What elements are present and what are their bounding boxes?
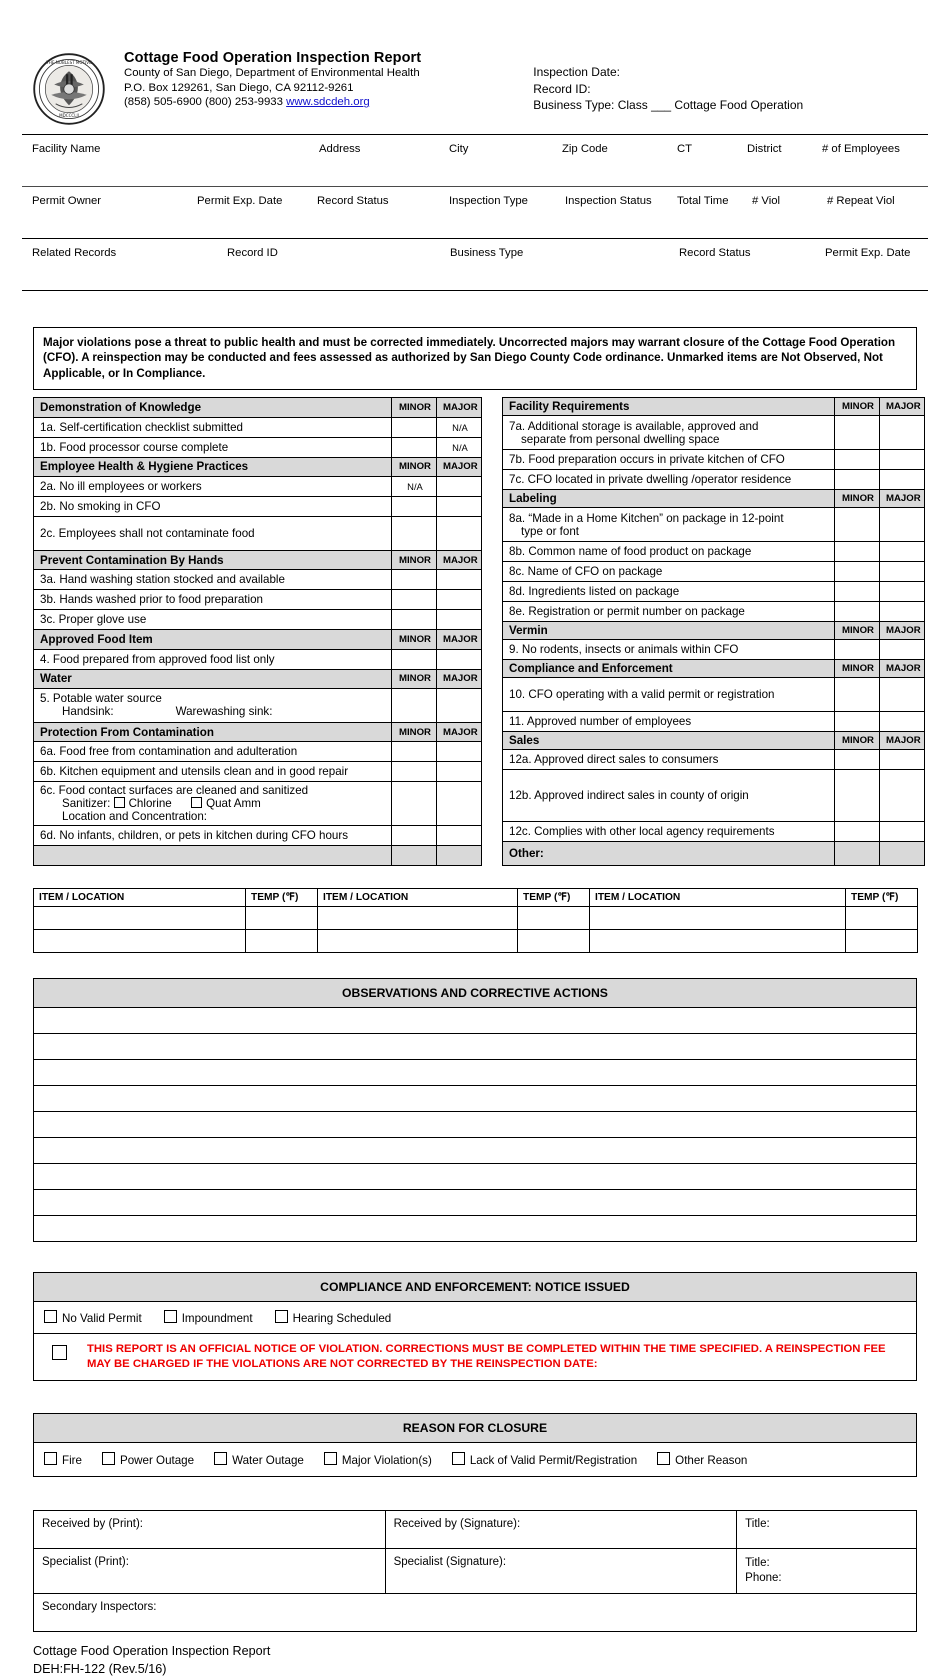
minor-checkbox-cell[interactable]: [835, 678, 880, 712]
temp-column-header: ITEM / LOCATION: [318, 889, 518, 907]
warewashing-sink-label[interactable]: Warewashing sink:: [175, 705, 273, 719]
checklist-item-continuation: type or font: [521, 524, 580, 538]
checklist-section-header: [503, 622, 925, 640]
checklist-item-row: [503, 602, 925, 622]
checklist-item-row: [34, 782, 482, 826]
checklist-section-header: [34, 457, 482, 476]
minor-checkbox-cell[interactable]: [835, 562, 880, 582]
field-label: Address: [319, 143, 361, 155]
notice-checkbox[interactable]: [275, 1310, 288, 1323]
checklist-item-label: 3c. Proper glove use: [34, 610, 392, 630]
checklist-item-label: 2b. No smoking in CFO: [34, 496, 392, 516]
major-checkbox-cell[interactable]: [880, 470, 925, 490]
field-row-2: [22, 187, 928, 230]
chlorine-checkbox[interactable]: [114, 797, 125, 808]
field-label: City: [449, 143, 469, 155]
violation-notice-text: THIS REPORT IS AN OFFICIAL NOTICE OF VIOLATION. CORRECTIONS MUST BE COMPLETED WITHIN THE TIME SPECIFIED. A REINSPECTION FEE MAY BE CHARGED IF THE VIOLATIONS ARE NOT CORRECTED BY THE REINSPECTION DATE:: [87, 1343, 886, 1371]
temp-value-input[interactable]: [846, 930, 918, 953]
checklist-item-row: [34, 437, 482, 457]
checklist-item-label: 2a. No ill employees or workers: [34, 476, 392, 496]
checklist-right-column: [502, 397, 925, 866]
temp-value-input[interactable]: [246, 930, 318, 953]
notice-label: No Valid Permit: [62, 1312, 142, 1326]
field-label: Record Status: [317, 195, 389, 207]
notice-option[interactable]: [275, 1312, 392, 1325]
specialist-title-phone-field[interactable]: [737, 1549, 917, 1594]
major-violation-notice: Major violations pose a threat to public health and must be corrected immediately. Uncorrected majors may warrant closure of the Cottage Food Operation (CFO). A reinspection may be conducted and fees assessed as authorized by San Diego County Code ordinance. Unmarked items are Not Observed, Not Applicable, or In Compliance.: [33, 327, 917, 390]
specialist-print-field[interactable]: Specialist (Print):: [34, 1549, 386, 1594]
checklist-item-row: [34, 417, 482, 437]
field-label: Record Status: [679, 247, 751, 259]
temp-item-location-input[interactable]: [318, 930, 518, 953]
specialist-title-label: Title:: [745, 1557, 770, 1570]
major-checkbox-cell[interactable]: [880, 450, 925, 470]
observation-input-row[interactable]: [34, 1112, 917, 1138]
checklist-item-label: 2c. Employees shall not contaminate food: [34, 516, 392, 550]
minor-checkbox-cell[interactable]: [392, 782, 437, 826]
field-label: Record ID: [227, 247, 278, 259]
sanitizer-subfields: [40, 797, 387, 810]
checklist-item-label: 8a. “Made in a Home Kitchen” on package in 12-point type or font: [503, 508, 835, 542]
minor-checkbox-cell[interactable]: [392, 417, 437, 437]
checklist-item-row: [34, 570, 482, 590]
closure-title: REASON FOR CLOSURE: [34, 1414, 917, 1443]
minor-checkbox-cell[interactable]: [835, 416, 880, 450]
received-by-signature-field[interactable]: Received by (Signature):: [385, 1511, 737, 1549]
observation-input-row[interactable]: [34, 1138, 917, 1164]
closure-option[interactable]: [324, 1454, 432, 1467]
temp-item-location-input[interactable]: [318, 907, 518, 930]
minor-column-header: MINOR: [835, 398, 880, 416]
temperature-table: [33, 888, 918, 953]
section-title: Labeling: [503, 490, 835, 508]
field-label: Related Records: [32, 247, 117, 259]
checklist-item-row: [34, 762, 482, 782]
checklist-item-label: 7a. Additional storage is available, approved and separate from personal dwelling space: [503, 416, 835, 450]
major-checkbox-cell[interactable]: [880, 822, 925, 842]
signature-table: [33, 1510, 917, 1632]
temp-value-input[interactable]: [518, 907, 590, 930]
field-label: Permit Owner: [32, 195, 102, 207]
major-checkbox-cell[interactable]: [880, 750, 925, 770]
major-checkbox-cell[interactable]: [437, 688, 482, 722]
svg-text:THE NOBLEST MOTIVE: THE NOBLEST MOTIVE: [46, 59, 92, 65]
section-title: Vermin: [503, 622, 835, 640]
major-column-header: MAJOR: [880, 732, 925, 750]
major-checkbox-cell[interactable]: [880, 562, 925, 582]
closure-checkbox[interactable]: [324, 1452, 337, 1465]
observations-table: [33, 978, 917, 1242]
major-column-header: MAJOR: [880, 660, 925, 678]
footer-cell: [437, 846, 482, 866]
closure-checkbox[interactable]: [214, 1452, 227, 1465]
field-label: District: [747, 143, 782, 155]
field-row-3: [22, 239, 928, 282]
other-label: Other:: [503, 842, 835, 866]
sanitizer-location-label[interactable]: Location and Concentration:: [62, 810, 208, 824]
other-section-row[interactable]: [503, 842, 925, 866]
checklist-item-row: [503, 750, 925, 770]
temp-entry-row: [34, 930, 918, 953]
checklist-item-row: [503, 582, 925, 602]
minor-checkbox-cell[interactable]: [392, 516, 437, 550]
field-label: Business Type: [450, 247, 524, 259]
checklist-footer-row: [34, 846, 482, 866]
checklist-item-label: 8b. Common name of food product on package: [503, 542, 835, 562]
checklist-section-header: [34, 398, 482, 417]
checklist-item-row: [34, 688, 482, 722]
section-title: Compliance and Enforcement: [503, 660, 835, 678]
minor-column-header: MINOR: [835, 660, 880, 678]
checklist-item-row: [34, 649, 482, 669]
major-checkbox-cell[interactable]: [880, 508, 925, 542]
footer-cell: [392, 846, 437, 866]
section-title: Prevent Contamination By Hands: [34, 550, 392, 569]
checklist-item-row: [503, 770, 925, 822]
notice-option[interactable]: [164, 1312, 253, 1325]
checklist-item-row: [34, 610, 482, 630]
field-label: CT: [677, 143, 693, 155]
section-title: Protection From Contamination: [34, 722, 392, 741]
checklist-item-label: 7b. Food preparation occurs in private kitchen of CFO: [503, 450, 835, 470]
field-label: # of Employees: [822, 143, 900, 155]
minor-checkbox-cell[interactable]: [392, 496, 437, 516]
received-by-print-field[interactable]: Received by (Print):: [34, 1511, 386, 1549]
checklist-section-header: [34, 722, 482, 741]
major-checkbox-cell[interactable]: [437, 496, 482, 516]
checklist-left-column: [33, 397, 482, 866]
phone-line: (858) 505-6900 (800) 253-9933: [124, 96, 283, 109]
specialist-phone-label: Phone:: [745, 1572, 782, 1585]
major-checkbox-cell[interactable]: [437, 610, 482, 630]
checklist-item-label: 6d. No infants, children, or pets in kitchen during CFO hours: [34, 826, 392, 846]
major-checkbox-cell[interactable]: [437, 649, 482, 669]
minor-checkbox-cell[interactable]: [835, 640, 880, 660]
quat-amm-label: Quat Amm: [206, 797, 261, 811]
closure-option[interactable]: [102, 1454, 194, 1467]
other-major-cell[interactable]: [880, 842, 925, 866]
closure-label: Water Outage: [232, 1454, 304, 1468]
minor-column-header: MINOR: [392, 457, 437, 476]
checklist-item-label: 8d. Ingredients listed on package: [503, 582, 835, 602]
field-label: Inspection Status: [565, 195, 652, 207]
section-title: Sales: [503, 732, 835, 750]
notice-checkbox[interactable]: [44, 1310, 57, 1323]
major-checkbox-cell[interactable]: [437, 476, 482, 496]
temp-value-input[interactable]: [846, 907, 918, 930]
observation-input-row[interactable]: [34, 1086, 917, 1112]
observations-title: OBSERVATIONS AND CORRECTIVE ACTIONS: [34, 979, 917, 1008]
checklist-item-label: 4. Food prepared from approved food list only: [34, 649, 392, 669]
minor-checkbox-cell[interactable]: [392, 762, 437, 782]
checklist-section-header: [34, 669, 482, 688]
notice-option[interactable]: [44, 1312, 142, 1325]
closure-checkbox[interactable]: [102, 1452, 115, 1465]
observation-input-row[interactable]: [34, 1034, 917, 1060]
checklist-item-label: 6c. Food contact surfaces are cleaned and sanitized Sanitizer: Chlorine Quat Amm Location and Concentration:: [34, 782, 392, 826]
water-source-subfields: [40, 705, 387, 718]
major-checkbox-cell[interactable]: [880, 542, 925, 562]
minor-checkbox-cell[interactable]: [835, 450, 880, 470]
major-checkbox-cell[interactable]: [880, 602, 925, 622]
minor-column-header: MINOR: [835, 622, 880, 640]
closure-checkbox[interactable]: [452, 1452, 465, 1465]
major-column-header: MAJOR: [437, 669, 482, 688]
minor-column-header: MINOR: [392, 669, 437, 688]
compliance-notice-table: [33, 1272, 917, 1381]
minor-checkbox-cell[interactable]: [835, 822, 880, 842]
observation-input-row[interactable]: [34, 1164, 917, 1190]
minor-checkbox-cell[interactable]: [392, 590, 437, 610]
temp-item-location-input[interactable]: [590, 930, 846, 953]
closure-checkbox-row: [34, 1443, 917, 1477]
minor-checkbox-cell[interactable]: [835, 602, 880, 622]
major-checkbox-cell[interactable]: [880, 416, 925, 450]
temp-value-input[interactable]: [246, 907, 318, 930]
notice-label: Hearing Scheduled: [292, 1312, 392, 1326]
major-column-header: MAJOR: [880, 622, 925, 640]
major-column-header: MAJOR: [437, 398, 482, 417]
major-checkbox-cell[interactable]: [437, 762, 482, 782]
inspection-checklist: [33, 397, 921, 866]
checklist-item-label: 7c. CFO located in private dwelling /operator residence: [503, 470, 835, 490]
checklist-item-label: 1b. Food processor course complete: [34, 437, 392, 457]
checklist-item-row: [503, 450, 925, 470]
checklist-item-row: [34, 516, 482, 550]
closure-label: Lack of Valid Permit/Registration: [469, 1454, 638, 1468]
sanitizer-label: Sanitizer:: [62, 797, 114, 811]
secondary-inspectors-field[interactable]: Secondary Inspectors:: [34, 1594, 917, 1632]
minor-column-header: MINOR: [835, 732, 880, 750]
minor-checkbox-cell[interactable]: [392, 649, 437, 669]
chlorine-label: Chlorine: [128, 797, 172, 811]
observation-input-row[interactable]: [34, 1060, 917, 1086]
checklist-item-label: 6a. Food free from contamination and adulteration: [34, 742, 392, 762]
footer-line-2: DEH:FH-122 (Rev.5/16): [33, 1662, 167, 1677]
checklist-item-label: 3b. Hands washed prior to food preparation: [34, 590, 392, 610]
temp-column-header: ITEM / LOCATION: [590, 889, 846, 907]
compliance-checkbox-row: [34, 1302, 917, 1334]
violation-notice-checkbox[interactable]: [52, 1345, 67, 1360]
temp-item-location-input[interactable]: [590, 907, 846, 930]
address-line: P.O. Box 129261, San Diego, CA 92112-9261: [124, 81, 354, 94]
received-title-field[interactable]: Title:: [737, 1511, 917, 1549]
minor-checkbox-cell[interactable]: [835, 508, 880, 542]
observation-input-row[interactable]: [34, 1008, 917, 1034]
temp-item-location-input[interactable]: [34, 907, 246, 930]
compliance-title: COMPLIANCE AND ENFORCEMENT: NOTICE ISSUED: [34, 1273, 917, 1302]
record-id-label: Record ID:: [533, 81, 591, 96]
checklist-section-header: [34, 630, 482, 649]
checklist-item-row: [34, 590, 482, 610]
section-title: Approved Food Item: [34, 630, 392, 649]
checklist-item-continuation: separate from personal dwelling space: [521, 432, 720, 446]
business-type-label: Business Type: Class ___ Cottage Food Operation: [533, 98, 804, 112]
checklist-item-row: [503, 678, 925, 712]
major-checkbox-cell[interactable]: [437, 782, 482, 826]
inspection-date-label: Inspection Date:: [533, 65, 620, 79]
section-title: Water: [34, 669, 392, 688]
svg-text:MDCCCLII: MDCCCLII: [59, 113, 79, 119]
field-label: Zip Code: [562, 143, 608, 155]
field-label: # Repeat Viol: [827, 195, 895, 207]
temp-column-header: ITEM / LOCATION: [34, 889, 246, 907]
major-checkbox-cell[interactable]: [437, 742, 482, 762]
minor-checkbox-cell[interactable]: [835, 470, 880, 490]
report-header: [0, 0, 950, 126]
major-checkbox-cell[interactable]: [880, 582, 925, 602]
minor-checkbox-cell[interactable]: [392, 826, 437, 846]
major-column-header: MAJOR: [437, 630, 482, 649]
temp-column-header: TEMP (℉): [246, 889, 318, 907]
closure-label: Fire: [62, 1454, 82, 1468]
field-label: # Viol: [752, 195, 781, 207]
field-label: Total Time: [677, 195, 729, 207]
specialist-signature-field[interactable]: Specialist (Signature):: [385, 1549, 737, 1594]
closure-option[interactable]: [214, 1454, 304, 1467]
major-checkbox-cell[interactable]: [880, 678, 925, 712]
minor-column-header: MINOR: [392, 630, 437, 649]
checklist-item-row: [503, 470, 925, 490]
county-seal-icon: [32, 52, 106, 126]
minor-checkbox-cell[interactable]: [392, 742, 437, 762]
closure-option[interactable]: [44, 1454, 82, 1467]
checklist-section-header: [503, 660, 925, 678]
closure-option[interactable]: [452, 1454, 637, 1467]
page-title: Cottage Food Operation Inspection Report: [124, 50, 422, 66]
minor-checkbox-cell[interactable]: N/A: [392, 476, 437, 496]
major-checkbox-cell[interactable]: N/A: [437, 417, 482, 437]
major-checkbox-cell[interactable]: [437, 826, 482, 846]
closure-label: Other Reason: [675, 1454, 748, 1468]
temp-value-input[interactable]: [518, 930, 590, 953]
checklist-item-label: 12b. Approved indirect sales in county of origin: [503, 770, 835, 822]
checklist-item-label: 6b. Kitchen equipment and utensils clean and in good repair: [34, 762, 392, 782]
section-title: Employee Health & Hygiene Practices: [34, 457, 392, 476]
footer-cell: [34, 846, 392, 866]
handsink-label[interactable]: Handsink:: [62, 705, 114, 719]
checklist-item-label: 12c. Complies with other local agency requirements: [503, 822, 835, 842]
section-title: Demonstration of Knowledge: [34, 398, 392, 417]
temp-entry-row: [34, 907, 918, 930]
minor-checkbox-cell[interactable]: [835, 770, 880, 822]
page-footer: [33, 1642, 950, 1678]
checklist-section-header: [503, 490, 925, 508]
checklist-item-row: [34, 742, 482, 762]
minor-checkbox-cell[interactable]: [392, 688, 437, 722]
minor-checkbox-cell[interactable]: [392, 437, 437, 457]
field-label: Permit Exp. Date: [197, 195, 283, 207]
checklist-item-row: [503, 562, 925, 582]
checklist-item-label: 11. Approved number of employees: [503, 712, 835, 732]
other-minor-cell[interactable]: [835, 842, 880, 866]
major-checkbox-cell[interactable]: [437, 516, 482, 550]
minor-column-header: MINOR: [392, 722, 437, 741]
website-link[interactable]: www.sdcdeh.org: [286, 96, 370, 109]
field-label: Inspection Type: [449, 195, 528, 207]
closure-checkbox[interactable]: [657, 1452, 670, 1465]
major-checkbox-cell[interactable]: [880, 770, 925, 822]
checklist-section-header: [34, 550, 482, 569]
minor-checkbox-cell[interactable]: [835, 750, 880, 770]
observation-input-row[interactable]: [34, 1190, 917, 1216]
checklist-item-label: 8c. Name of CFO on package: [503, 562, 835, 582]
checklist-section-header: [503, 732, 925, 750]
checklist-item-row: [503, 712, 925, 732]
field-row-divider: [22, 290, 928, 291]
field-rows: [0, 135, 950, 291]
closure-option[interactable]: [657, 1454, 747, 1467]
minor-checkbox-cell[interactable]: [835, 712, 880, 732]
major-checkbox-cell[interactable]: [880, 712, 925, 732]
checklist-item-label: 1a. Self-certification checklist submitted: [34, 417, 392, 437]
checklist-item-label: 5. Potable water source Handsink: Warewashing sink:: [34, 688, 392, 722]
department-line: County of San Diego, Department of Environmental Health: [124, 67, 420, 79]
minor-checkbox-cell[interactable]: [392, 570, 437, 590]
closure-table: [33, 1413, 917, 1477]
minor-column-header: MINOR: [392, 398, 437, 417]
checklist-item-row: [503, 822, 925, 842]
major-checkbox-cell[interactable]: N/A: [437, 437, 482, 457]
checklist-item-label: 10. CFO operating with a valid permit or registration: [503, 678, 835, 712]
minor-column-header: MINOR: [835, 490, 880, 508]
notice-label: Impoundment: [181, 1312, 253, 1326]
minor-column-header: MINOR: [392, 550, 437, 569]
temp-column-header: TEMP (℉): [518, 889, 590, 907]
major-checkbox-cell[interactable]: [437, 590, 482, 610]
closure-label: Power Outage: [119, 1454, 195, 1468]
header-meta: [533, 50, 803, 114]
major-column-header: MAJOR: [880, 490, 925, 508]
checklist-item-row: [503, 508, 925, 542]
temp-item-location-input[interactable]: [34, 930, 246, 953]
checklist-item-label: 9. No rodents, insects or animals within CFO: [503, 640, 835, 660]
major-column-header: MAJOR: [880, 398, 925, 416]
major-column-header: MAJOR: [437, 550, 482, 569]
checklist-section-header: [503, 398, 925, 416]
notice-checkbox[interactable]: [164, 1310, 177, 1323]
checklist-item-row: [34, 496, 482, 516]
minor-checkbox-cell[interactable]: [392, 610, 437, 630]
quat-amm-checkbox[interactable]: [191, 797, 202, 808]
field-label: Permit Exp. Date: [825, 247, 911, 259]
major-column-header: MAJOR: [437, 722, 482, 741]
closure-label: Major Violation(s): [341, 1454, 432, 1468]
checklist-item-row: [34, 476, 482, 496]
checklist-item-label: 8e. Registration or permit number on package: [503, 602, 835, 622]
checklist-item-row: [34, 826, 482, 846]
checklist-item-row: [503, 542, 925, 562]
checklist-item-label: 12a. Approved direct sales to consumers: [503, 750, 835, 770]
major-checkbox-cell[interactable]: [437, 570, 482, 590]
major-column-header: MAJOR: [437, 457, 482, 476]
checklist-item-label: 3a. Hand washing station stocked and available: [34, 570, 392, 590]
field-label: Facility Name: [32, 143, 101, 155]
section-title: Facility Requirements: [503, 398, 835, 416]
major-checkbox-cell[interactable]: [880, 640, 925, 660]
field-row-1: [22, 135, 928, 178]
temperature-table-header: [34, 889, 918, 907]
closure-checkbox[interactable]: [44, 1452, 57, 1465]
footer-line-1: Cottage Food Operation Inspection Report: [33, 1644, 271, 1659]
temp-column-header: TEMP (℉): [846, 889, 918, 907]
checklist-item-row: [503, 640, 925, 660]
checklist-item-row: [503, 416, 925, 450]
minor-checkbox-cell[interactable]: [835, 542, 880, 562]
minor-checkbox-cell[interactable]: [835, 582, 880, 602]
observation-input-row[interactable]: [34, 1216, 917, 1242]
